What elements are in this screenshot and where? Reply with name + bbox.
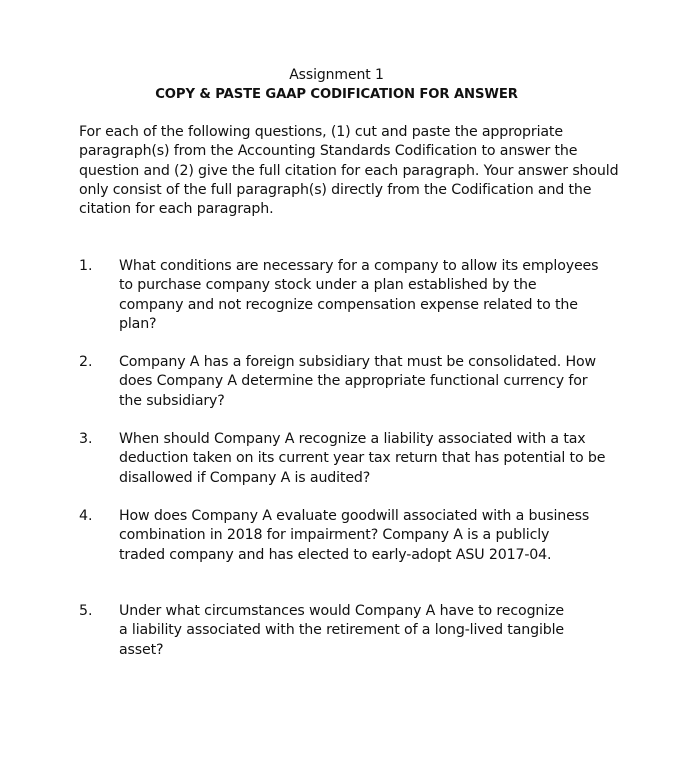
question-text: When should Company A recognize a liability associated with a tax deduction taken on its current year tax return that has potential to be disallowed if Company A is audited? bbox=[119, 431, 606, 486]
question-item-2 bbox=[79, 353, 639, 411]
question-number: 1. bbox=[79, 258, 93, 274]
question-text: How does Company A evaluate goodwill associated with a business combination in 2018 for impairment? Company A is a publicly traded company and has elected to early-adopt ASU 2017-04. bbox=[119, 508, 590, 563]
instructions-paragraph: For each of the following questions, (1) cut and paste the appropriate paragraph(s) from the Accounting Standards Codification to answer the question and (2) give the full citation for each paragraph. Your answer should only consist of the full paragraph(s) directly from the Codification and the citation for each paragraph. bbox=[79, 124, 619, 218]
document-header bbox=[0, 66, 673, 104]
document-title: COPY & PASTE GAAP CODIFICATION FOR ANSWER bbox=[155, 87, 518, 102]
question-item-5 bbox=[79, 602, 639, 660]
question-number: 3. bbox=[79, 431, 93, 447]
assignment-label: Assignment 1 bbox=[289, 67, 384, 83]
question-text: What conditions are necessary for a company to allow its employees to purchase company stock under a plan established by the company and not recognize compensation expense related to the plan? bbox=[119, 258, 599, 332]
question-text: Under what circumstances would Company A have to recognize a liability associated with the retirement of a long-lived tangible asset? bbox=[119, 603, 564, 658]
question-number: 2. bbox=[79, 354, 93, 370]
question-item-3 bbox=[79, 430, 639, 488]
question-text: Company A has a foreign subsidiary that must be consolidated. How does Company A determine the appropriate functional currency for the subsidiary? bbox=[119, 354, 596, 409]
question-number: 5. bbox=[79, 603, 93, 619]
question-item-4 bbox=[79, 507, 639, 565]
question-number: 4. bbox=[79, 508, 93, 524]
question-item-1 bbox=[79, 257, 639, 334]
